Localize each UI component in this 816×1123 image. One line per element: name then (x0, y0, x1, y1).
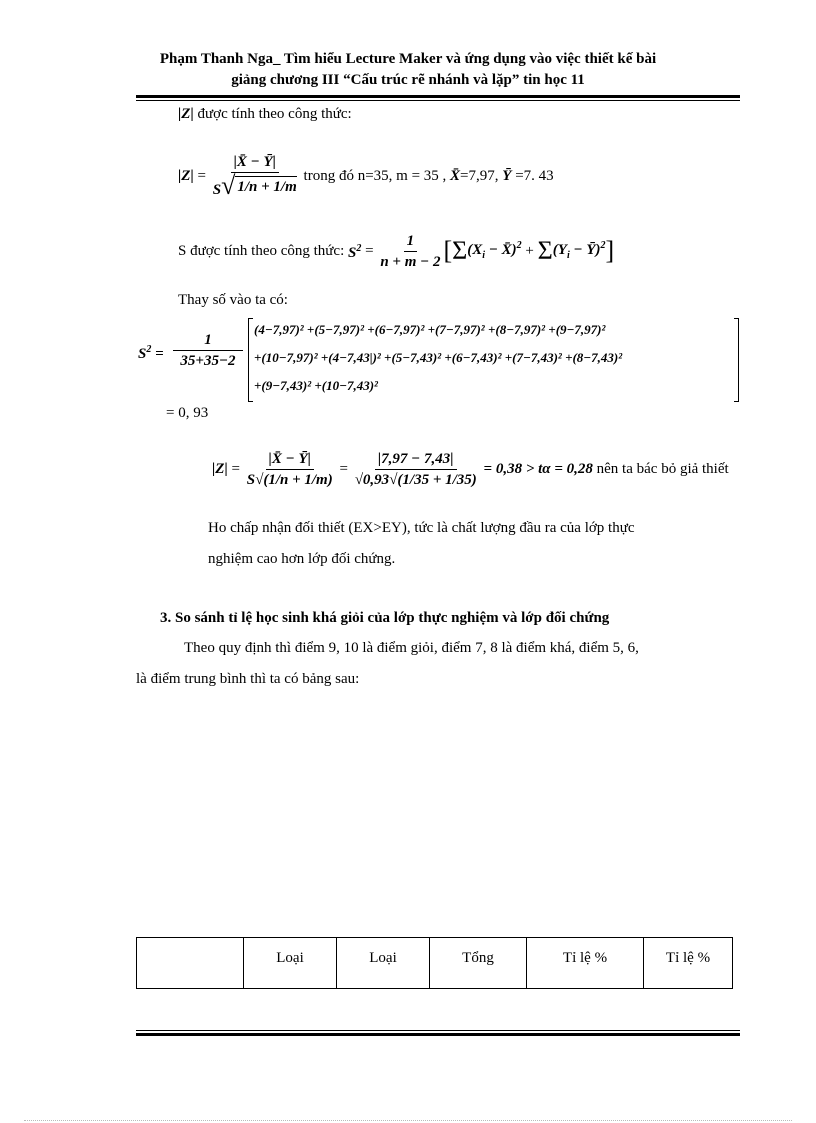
z-symbol: |Z| (178, 106, 194, 122)
para-line-2: là điểm trung bình thì ta có bảng sau: (136, 671, 360, 687)
header-rule-thin (136, 100, 740, 101)
s2-denominator: 35+35−2 (180, 353, 236, 369)
comparison-table (136, 937, 733, 989)
s2-line-2: +(10−7,97)² +(4−7,43|)² +(5−7,43)² +(6−7,43)² +(7−7,43)² +(8−7,43)² (254, 350, 623, 365)
table-cell (137, 938, 244, 989)
table-cell: Tỉ lệ % (644, 938, 733, 989)
z-fraction: |X̄ − Ȳ| S √ 1/n + 1/m (212, 154, 297, 200)
table-cell: Loại (244, 938, 337, 989)
z-formula-intro: |Z| được tính theo công thức: (178, 106, 352, 122)
header-line-2: giảng chương III “Cấu trúc rẽ nhánh và lặp” tin học 11 (231, 72, 585, 88)
s-formula-intro: S được tính theo công thức: (178, 243, 345, 259)
reject-text: nên ta bác bỏ giả thiết (596, 461, 729, 477)
z-numeric-sqrt: 0,93 (362, 471, 390, 488)
xbar-value: =7,97, (460, 168, 499, 184)
footer-rule-thin (136, 1030, 740, 1031)
s2-line-3: +(9−7,43)² +(10−7,43)² (254, 378, 378, 393)
where-text: trong đó n=35, m = 35 , (303, 168, 447, 184)
table-row (137, 938, 733, 989)
accept-line-2: nghiệm cao hơn lớp đối chứng. (208, 551, 396, 567)
table-cell: Tổng (430, 938, 527, 989)
s2-expansion: $S^2$ = $\frac{1}{35+35-2}$ (4−7,97)² +(5−7,97)² +(6−7,97)² +(7−7,97)² +(8−7,97)² +(9−7,97)² +(10−7,97)² +(4−7,43|)² +(5−7,43)² +(6−7,43)² +(7−7,43)² +(8−7,43)² +(9−7,43)² +(10−7,43)² (138, 318, 744, 402)
z-numeric: |Z| = $\frac{|X̄ - Ȳ|}{S√(1/n + 1/m)}$ = $\frac{|7,97 - 7,43|}{√0,93√(1/35 + 1/35)}$ = 0,38 > tα = 0,28 nên ta bác bỏ giả thiết (212, 450, 729, 488)
s2-left-bracket (248, 318, 253, 402)
z-formula: |Z| = |X̄ − Ȳ| S √ 1/n + 1/m trong đó n=35, m = 35 , X̄ =7,97, Ȳ =7. 43 (178, 154, 554, 200)
para-line-1: Theo quy định thì điểm 9, 10 là điểm giỏi, điểm 7, 8 là điểm khá, điểm 5, 6, (184, 640, 639, 656)
s2-line-1: (4−7,97)² +(5−7,97)² +(6−7,97)² +(7−7,97)² +(8−7,97)² +(9−7,97)² (254, 322, 606, 337)
s2-result: = 0, 93 (166, 405, 209, 421)
z-numeric-result: = 0,38 > tα = 0,28 (483, 461, 593, 477)
section-3-title: 3. So sánh tỉ lệ học sinh khá giỏi của lớp thực nghiệm và lớp đối chứng (160, 610, 610, 626)
page-header (120, 49, 696, 91)
footer-rule-thick (136, 1033, 740, 1036)
s-formula: S được tính theo công thức: $S^2$ = $\frac{1}{n + m - 2}$ [ Σ ($X_i$ − X̄)$^2$ + Σ ($Y_i$ − Ȳ)$^2$ ] (178, 232, 615, 270)
header-rule-thick (136, 95, 740, 98)
substitute-intro: Thay số vào ta có: (178, 292, 288, 308)
z-numeric-num: |7,97 − 7,43| (375, 449, 457, 470)
header-line-1: Phạm Thanh Nga_ Tìm hiểu Lecture Maker và ứng dụng vào việc thiết kế bài (159, 51, 657, 67)
table-cell: Loại (337, 938, 430, 989)
page-edge-dotted (24, 1120, 792, 1121)
s2-right-bracket (734, 318, 739, 402)
ybar-value: =7. 43 (515, 168, 554, 184)
table-cell: Tỉ lệ % (527, 938, 644, 989)
accept-line-1: Ho chấp nhận đối thiết (EX>EY), tức là chất lượng đầu ra của lớp thực (208, 520, 635, 536)
